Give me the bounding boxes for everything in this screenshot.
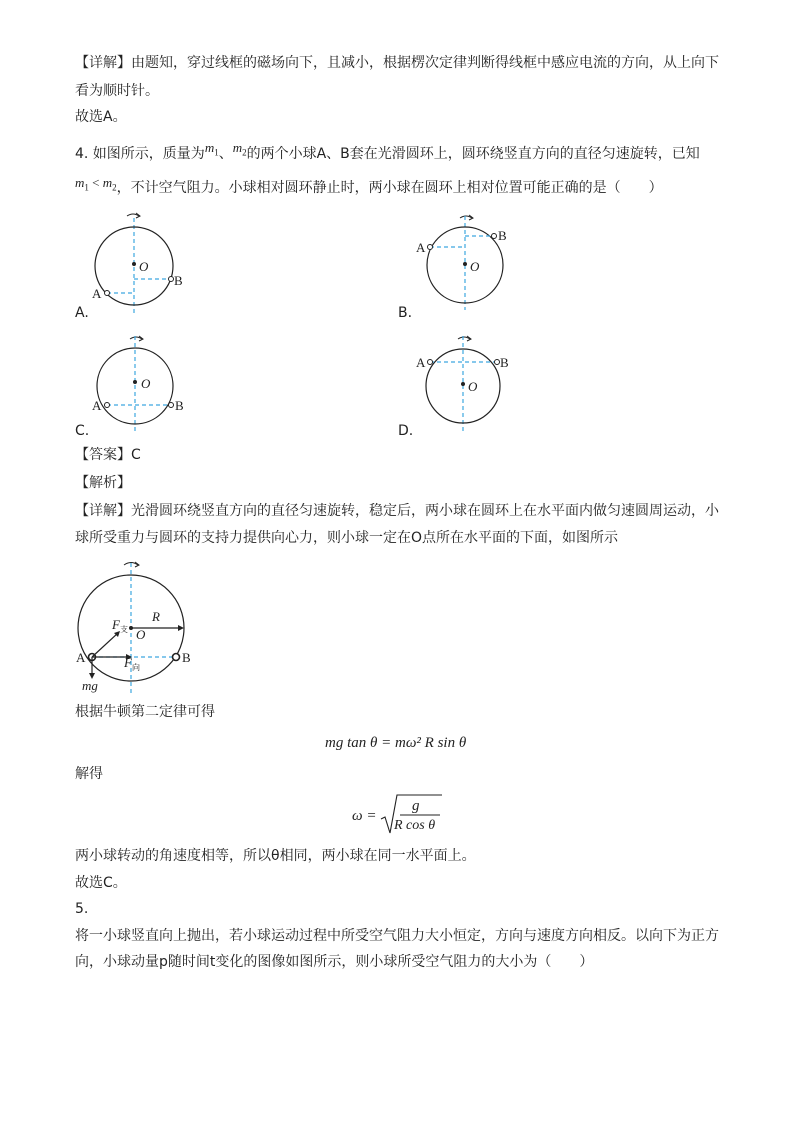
- q3-detail-line-1: 【详解】由题知，穿过线框的磁场向下，且减小，根据楞次定律判断得线框中感应电流的方向，从上向下: [75, 55, 719, 71]
- ball-b-label: B: [175, 398, 184, 413]
- ball-a: [105, 291, 110, 296]
- center-label: O: [136, 627, 146, 642]
- ball-a-label: A: [92, 286, 102, 301]
- center-label: O: [139, 259, 149, 274]
- ball-b: [169, 277, 174, 282]
- q4-analysis-head: 【解析】: [75, 475, 131, 491]
- support-force-label: $F_支$: [112, 617, 128, 634]
- ball-b: [169, 403, 174, 408]
- center-dot: [461, 382, 465, 386]
- force-diagram: [72, 555, 202, 695]
- ball-a-label: A: [92, 398, 102, 413]
- ball-b-label: B: [174, 273, 183, 288]
- q5-stem-line-2: 向，小球动量p随时间t变化的图像如图所示，则小球所受空气阻力的大小为（ ）: [75, 954, 594, 970]
- solve-label: 解得: [75, 766, 103, 782]
- q5-stem-line-1: 将一小球竖直向上抛出，若小球运动过程中所受空气阻力大小恒定，方向与速度方向相反。以向下为正方: [75, 928, 719, 944]
- q3-choice: 故选A。: [75, 109, 127, 125]
- option-c-figure: [85, 330, 195, 440]
- q4-stem-suffix: 的两个小球A、B套在光滑圆环上，圆环绕竖直方向的直径匀速旋转，已知: [246, 146, 700, 162]
- center-label: O: [141, 376, 151, 391]
- option-d-figure: [412, 330, 522, 440]
- option-b-figure: [412, 210, 522, 320]
- ball-b-label: B: [498, 228, 507, 243]
- newton-law-line: 根据牛顿第二定律可得: [75, 704, 215, 720]
- q4-detail-line-2: 球所受重力与圆环的支持力提供向心力，则小球一定在O点所在水平面的下面，如图所示: [75, 530, 619, 546]
- radius-arrowhead-icon: [178, 625, 184, 631]
- q4-stem-line-2: [75, 175, 663, 202]
- option-a-letter[interactable]: A.: [75, 305, 89, 321]
- ball-a-label: A: [416, 240, 426, 255]
- q4-condition: $m_1 < m_2$: [75, 175, 117, 193]
- q5-number: 5.: [75, 901, 89, 917]
- option-d-letter[interactable]: D.: [398, 423, 414, 439]
- option-a-figure: [85, 210, 195, 320]
- ball-a-label: A: [416, 355, 426, 370]
- q4-stem-2: ，不计空气阻力。小球相对圆环静止时，两小球在圆环上相对位置可能正确的是（ ）: [116, 180, 663, 196]
- center-dot: [133, 380, 137, 384]
- center-label: O: [470, 259, 480, 274]
- ball-a: [105, 403, 110, 408]
- ball-b: [173, 654, 180, 661]
- option-c-letter[interactable]: C.: [75, 423, 90, 439]
- option-b-letter[interactable]: B.: [398, 305, 413, 321]
- q4-separator: 、: [218, 146, 233, 162]
- ball-b-label: B: [500, 355, 509, 370]
- q3-detail-line-2: 看为顺时针。: [75, 83, 159, 99]
- radius-label: R: [152, 609, 160, 624]
- q4-m2: $m_2$: [232, 140, 247, 158]
- center-dot: [132, 262, 136, 266]
- net-force-label: $F_向$: [124, 655, 140, 672]
- support-force-arrow: [92, 633, 118, 657]
- q4-stem-prefix: 4. 如图所示，质量为: [75, 146, 205, 162]
- ball-a: [428, 245, 433, 250]
- gravity-label: mg: [82, 678, 98, 693]
- ball-b: [495, 360, 500, 365]
- center-dot: [463, 262, 467, 266]
- ball-a: [428, 360, 433, 365]
- center-label: O: [468, 379, 478, 394]
- q4-m1: $m_1$: [204, 140, 219, 158]
- equation-2-denominator: R cos θ: [394, 818, 436, 833]
- q4-answer: 【答案】C: [75, 447, 141, 463]
- equation-1: mg tan θ = mω² R sin θ: [325, 735, 467, 751]
- q4-choice: 故选C。: [75, 875, 127, 891]
- q4-conclusion: 两小球转动的角速度相等，所以θ相同，两小球在同一水平面上。: [75, 848, 476, 864]
- q4-detail-line-1: 【详解】光滑圆环绕竖直方向的直径匀速旋转，稳定后，两小球在圆环上在水平面内做匀速圆周运动，小: [75, 503, 719, 519]
- ball-b: [492, 234, 497, 239]
- equation-2-numerator: g: [412, 798, 420, 814]
- ball-b-label: B: [182, 650, 191, 665]
- q4-stem-line-1: [75, 140, 700, 168]
- ball-a-label: A: [76, 650, 86, 665]
- equation-2-lhs: ω =: [352, 808, 377, 824]
